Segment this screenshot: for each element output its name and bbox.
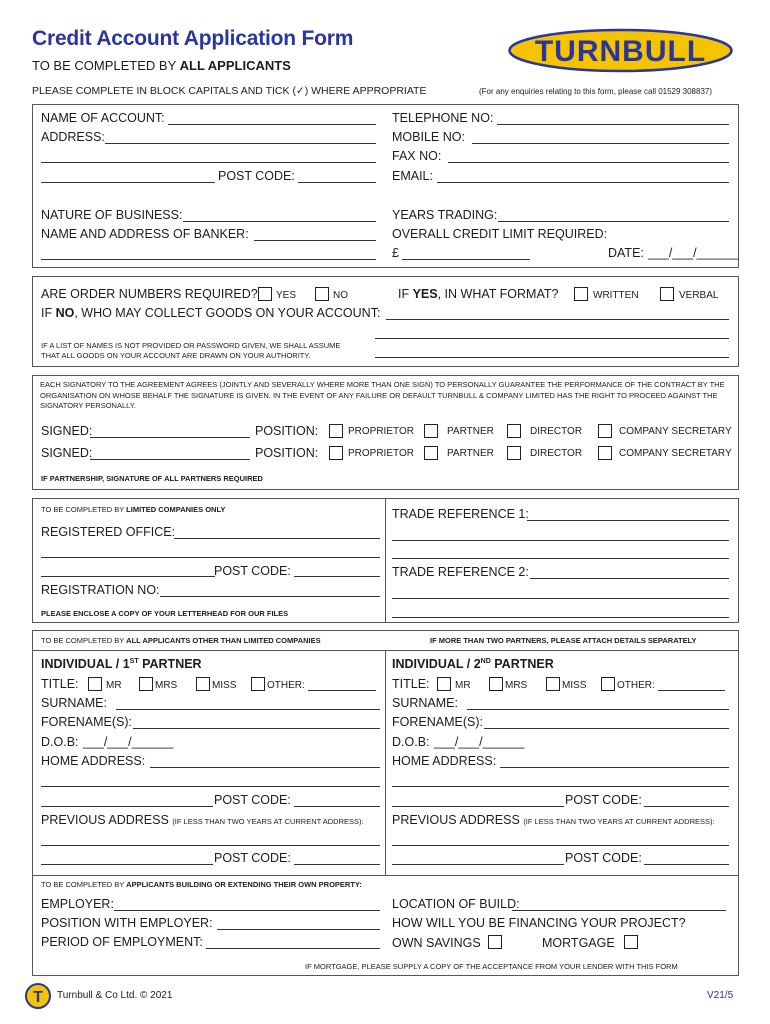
order-yes-label: YES: [276, 290, 297, 301]
email-input[interactable]: [437, 182, 729, 183]
own-savings-label: OWN SAVINGS: [392, 936, 481, 950]
partner-2-home-address-input-3[interactable]: [392, 806, 564, 807]
individuals-heading: TO BE COMPLETED BY ALL APPLICANTS OTHER THAN LIMITED COMPANIES: [41, 636, 321, 645]
partner-2-mrs-checkbox[interactable]: [489, 677, 503, 691]
director-label-1: DIRECTOR: [530, 426, 583, 437]
order-no-checkbox[interactable]: [315, 287, 329, 301]
partner-1-other-checkbox[interactable]: [251, 677, 265, 691]
address-input-1[interactable]: [105, 143, 376, 144]
registered-office-input-3[interactable]: [41, 576, 215, 577]
banker-label: NAME AND ADDRESS OF BANKER:: [41, 227, 249, 241]
telephone-input[interactable]: [497, 124, 729, 125]
nature-of-business-label: NATURE OF BUSINESS:: [41, 208, 183, 222]
banker-input-2[interactable]: [41, 259, 376, 260]
written-label: WRITTEN: [593, 290, 639, 301]
trade-ref-2-input-1[interactable]: [530, 578, 729, 579]
address-input-2[interactable]: [41, 162, 376, 163]
partner-2-post-code-input[interactable]: [644, 806, 729, 807]
partner-2-previous-post-code-input[interactable]: [644, 864, 729, 865]
enquiries-note: (For any enquiries relating to this form, please call 01529 308837): [479, 87, 713, 96]
partner-2-miss-label: MISS: [562, 680, 587, 691]
partner-2-previous-address-label: PREVIOUS ADDRESS (IF LESS THAN TWO YEARS AT CURRENT ADDRESS):: [392, 813, 715, 827]
position-with-employer-label: POSITION WITH EMPLOYER:: [41, 916, 213, 930]
partner-2-forenames-input[interactable]: [484, 728, 729, 729]
partner-2-home-address-label: HOME ADDRESS:: [392, 754, 497, 768]
director-checkbox-2[interactable]: [507, 446, 521, 460]
partner-1-forenames-input[interactable]: [133, 728, 380, 729]
director-label-2: DIRECTOR: [530, 448, 583, 459]
partner-1-other-input[interactable]: [308, 690, 376, 691]
trade-ref-2-input-2[interactable]: [392, 598, 729, 599]
partner-1-miss-label: MISS: [212, 680, 237, 691]
address-input-3[interactable]: [41, 182, 215, 183]
if-no-collect-label: IF NO, WHO MAY COLLECT GOODS ON YOUR ACCOUNT:: [41, 306, 381, 320]
partnership-note: IF PARTNERSHIP, SIGNATURE OF ALL PARTNERS REQUIRED: [41, 474, 263, 483]
partner-label-1: PARTNER: [447, 426, 494, 437]
partner-label-2: PARTNER: [447, 448, 494, 459]
name-of-account-input[interactable]: [168, 124, 376, 125]
signed-label-2: SIGNED:: [41, 446, 93, 460]
partner-2-surname-label: SURNAME:: [392, 696, 458, 710]
collect-goods-input-1[interactable]: [386, 319, 729, 320]
partner-2-other-checkbox[interactable]: [601, 677, 615, 691]
proprietor-label-2: PROPRIETOR: [348, 448, 414, 459]
badge-letter: T: [33, 989, 43, 1006]
if-yes-format-label: IF YES, IN WHAT FORMAT?: [398, 287, 559, 301]
partner-2-previous-address-input-2[interactable]: [392, 864, 564, 865]
order-yes-checkbox[interactable]: [258, 287, 272, 301]
address-label: ADDRESS:: [41, 130, 105, 144]
partner-2-home-address-input-1[interactable]: [500, 767, 729, 768]
limited-post-code-label: POST CODE:: [214, 564, 291, 578]
mobile-label: MOBILE NO:: [392, 130, 465, 144]
post-code-input[interactable]: [298, 182, 376, 183]
letterhead-note: PLEASE ENCLOSE A COPY OF YOUR LETTERHEAD FOR OUR FILES: [41, 609, 289, 618]
partner-2-previous-address-input-1[interactable]: [392, 845, 729, 846]
partner-2-other-label: OTHER:: [617, 680, 655, 691]
collect-goods-input-3[interactable]: [375, 357, 729, 358]
mortgage-label: MORTGAGE: [542, 936, 615, 950]
guarantee-text: EACH SIGNATORY TO THE AGREEMENT AGREES (JOINTLY AND SEVERALLY WHERE MORE THAN ONE SIGN) TO PERSONALLY GUARANTEE THE PERFORMANCE OF THE CONTRACT BY THE ORGANISATION ON WHOSE BEHALF THE SIGNATURE IS GIVEN. IN THE EVENT OF ANY FAILURE OR DEFAULT TURNBULL & COMPANY LIMITED HAS THE RIGHT TO PROCEED AGAINST THE SIGNATORY PERSONALLY.: [40, 380, 725, 410]
partner-1-previous-address-input-2[interactable]: [41, 864, 213, 865]
trade-ref-1-label: TRADE REFERENCE 1:: [392, 507, 529, 521]
turnbull-logo: [507, 28, 734, 73]
partner-1-previous-address-label: PREVIOUS ADDRESS (IF LESS THAN TWO YEARS AT CURRENT ADDRESS):: [41, 813, 364, 827]
partner-1-home-address-label: HOME ADDRESS:: [41, 754, 146, 768]
fax-input[interactable]: [448, 162, 729, 163]
partner-2-post-code-label: POST CODE:: [565, 793, 642, 807]
partner-2-dob-label: D.O.B:: [392, 735, 430, 749]
location-of-build-label: LOCATION OF BUILD:: [392, 897, 520, 911]
trade-ref-2-input-3[interactable]: [392, 617, 729, 618]
signature-input-2[interactable]: [90, 459, 250, 460]
company-secretary-checkbox-2[interactable]: [598, 446, 612, 460]
partner-1-previous-address-input-1[interactable]: [41, 845, 380, 846]
turnbull-badge-icon: [25, 983, 51, 1009]
partners-attach-note: IF MORE THAN TWO PARTNERS, PLEASE ATTACH DETAILS SEPARATELY: [430, 636, 697, 645]
position-label-2: POSITION:: [255, 446, 319, 460]
partner-2-home-address-input-2[interactable]: [392, 786, 729, 787]
employer-input[interactable]: [114, 910, 380, 911]
company-secretary-label-1: COMPANY SECRETARY: [619, 426, 732, 437]
credit-limit-input[interactable]: [402, 259, 530, 260]
proprietor-label-1: PROPRIETOR: [348, 426, 414, 437]
company-secretary-checkbox-1[interactable]: [598, 424, 612, 438]
partner-2-mr-checkbox[interactable]: [437, 677, 451, 691]
date-input[interactable]: ___/___/______: [648, 246, 739, 260]
written-checkbox[interactable]: [574, 287, 588, 301]
registration-no-label: REGISTRATION NO:: [41, 583, 160, 597]
form-instructions: PLEASE COMPLETE IN BLOCK CAPITALS AND TICK (✓) WHERE APPROPRIATE: [32, 85, 427, 97]
individuals-divider: [385, 650, 386, 876]
partner-1-surname-input[interactable]: [116, 709, 380, 710]
partner-1-mrs-label: MRS: [155, 680, 178, 691]
proprietor-checkbox-1[interactable]: [329, 424, 343, 438]
logo-text: TURNBULL: [534, 35, 707, 68]
company-secretary-label-2: COMPANY SECRETARY: [619, 448, 732, 459]
email-label: EMAIL:: [392, 169, 433, 183]
location-of-build-input[interactable]: [512, 910, 726, 911]
partner-1-forenames-label: FORENAME(S):: [41, 715, 132, 729]
partner-2-mr-label: MR: [455, 680, 471, 691]
banker-input-1[interactable]: [254, 240, 376, 241]
fax-label: FAX NO:: [392, 149, 442, 163]
director-checkbox-1[interactable]: [507, 424, 521, 438]
partner-1-previous-post-code-input[interactable]: [294, 864, 380, 865]
partner-1-post-code-label: POST CODE:: [214, 793, 291, 807]
partner-2-surname-input[interactable]: [467, 709, 729, 710]
employer-label: EMPLOYER:: [41, 897, 114, 911]
trade-ref-1-input-1[interactable]: [527, 520, 729, 521]
verbal-label: VERBAL: [679, 290, 719, 301]
partner-2-dob-input[interactable]: ___/___/______: [434, 735, 525, 749]
limited-section-divider: [385, 498, 386, 623]
account-details-section: [32, 104, 739, 268]
partner-1-dob-input[interactable]: ___/___/______: [83, 735, 174, 749]
registered-office-input-1[interactable]: [174, 538, 380, 539]
partner-2-forenames-label: FORENAME(S):: [392, 715, 483, 729]
proprietor-checkbox-2[interactable]: [329, 446, 343, 460]
telephone-label: TELEPHONE NO:: [392, 111, 494, 125]
mortgage-checkbox[interactable]: [624, 935, 638, 949]
pound-sign: £: [392, 246, 399, 260]
form-subtitle: TO BE COMPLETED BY ALL APPLICANTS: [32, 58, 291, 73]
years-trading-input[interactable]: [498, 221, 729, 222]
footer-version: V21/5: [707, 990, 734, 1001]
partner-checkbox-1[interactable]: [424, 424, 438, 438]
registered-office-input-2[interactable]: [41, 557, 380, 558]
collect-goods-input-2[interactable]: [375, 338, 729, 339]
partner-checkbox-2[interactable]: [424, 446, 438, 460]
partner-1-home-address-input-3[interactable]: [41, 806, 213, 807]
partner-1-home-address-input-2[interactable]: [41, 786, 380, 787]
partner-1-mr-label: MR: [106, 680, 122, 691]
nature-of-business-input[interactable]: [183, 221, 376, 222]
partner-1-surname-label: SURNAME:: [41, 696, 107, 710]
own-savings-checkbox[interactable]: [488, 935, 502, 949]
partner-1-post-code-input[interactable]: [294, 806, 380, 807]
partner-2-previous-post-code-label: POST CODE:: [565, 851, 642, 865]
trade-ref-1-input-2[interactable]: [392, 540, 729, 541]
partner-2-heading: INDIVIDUAL / 2ND PARTNER: [392, 657, 554, 671]
authority-note-2: THAT ALL GOODS ON YOUR ACCOUNT ARE DRAWN ON YOUR AUTHORITY.: [41, 351, 311, 360]
verbal-checkbox[interactable]: [660, 287, 674, 301]
partner-1-miss-checkbox[interactable]: [196, 677, 210, 691]
date-label: DATE:: [608, 246, 644, 260]
partner-1-title-label: TITLE:: [41, 677, 79, 691]
post-code-label: POST CODE:: [218, 169, 295, 183]
partner-2-title-label: TITLE:: [392, 677, 430, 691]
partner-1-home-address-input-1[interactable]: [150, 767, 380, 768]
partner-1-previous-post-code-label: POST CODE:: [214, 851, 291, 865]
partner-2-mrs-label: MRS: [505, 680, 528, 691]
footer-copyright: Turnbull & Co Ltd. © 2021: [57, 990, 173, 1001]
form-title: Credit Account Application Form: [32, 27, 354, 50]
partner-1-other-label: OTHER:: [267, 680, 305, 691]
partner-2-other-input[interactable]: [658, 690, 725, 691]
mortgage-note: IF MORTGAGE, PLEASE SUPPLY A COPY OF THE ACCEPTANCE FROM YOUR LENDER WITH THIS FORM: [305, 962, 678, 971]
authority-note-1: IF A LIST OF NAMES IS NOT PROVIDED OR PASSWORD GIVEN, WE SHALL ASSUME: [41, 341, 341, 350]
partner-1-mr-checkbox[interactable]: [88, 677, 102, 691]
period-of-employment-input[interactable]: [206, 948, 380, 949]
build-heading: TO BE COMPLETED BY APPLICANTS BUILDING OR EXTENDING THEIR OWN PROPERTY:: [41, 880, 362, 889]
signed-label-1: SIGNED:: [41, 424, 93, 438]
financing-question: HOW WILL YOU BE FINANCING YOUR PROJECT?: [392, 916, 686, 930]
credit-limit-label: OVERALL CREDIT LIMIT REQUIRED:: [392, 227, 608, 241]
signature-input-1[interactable]: [90, 437, 250, 438]
order-no-label: NO: [333, 290, 348, 301]
registration-no-input[interactable]: [160, 596, 380, 597]
position-with-employer-input[interactable]: [217, 929, 380, 930]
limited-post-code-input[interactable]: [294, 576, 380, 577]
trade-ref-1-input-3[interactable]: [392, 558, 729, 559]
limited-heading: TO BE COMPLETED BY LIMITED COMPANIES ONLY: [41, 505, 226, 514]
years-trading-label: YEARS TRADING:: [392, 208, 498, 222]
trade-ref-2-label: TRADE REFERENCE 2:: [392, 565, 529, 579]
name-of-account-label: NAME OF ACCOUNT:: [41, 111, 165, 125]
partner-1-mrs-checkbox[interactable]: [139, 677, 153, 691]
order-numbers-question: ARE ORDER NUMBERS REQUIRED?: [41, 287, 258, 301]
partner-2-miss-checkbox[interactable]: [546, 677, 560, 691]
position-label-1: POSITION:: [255, 424, 319, 438]
partner-1-heading: INDIVIDUAL / 1ST PARTNER: [41, 657, 202, 671]
period-of-employment-label: PERIOD OF EMPLOYMENT:: [41, 935, 203, 949]
mobile-input[interactable]: [472, 143, 729, 144]
partner-1-dob-label: D.O.B:: [41, 735, 79, 749]
registered-office-label: REGISTERED OFFICE:: [41, 525, 176, 539]
